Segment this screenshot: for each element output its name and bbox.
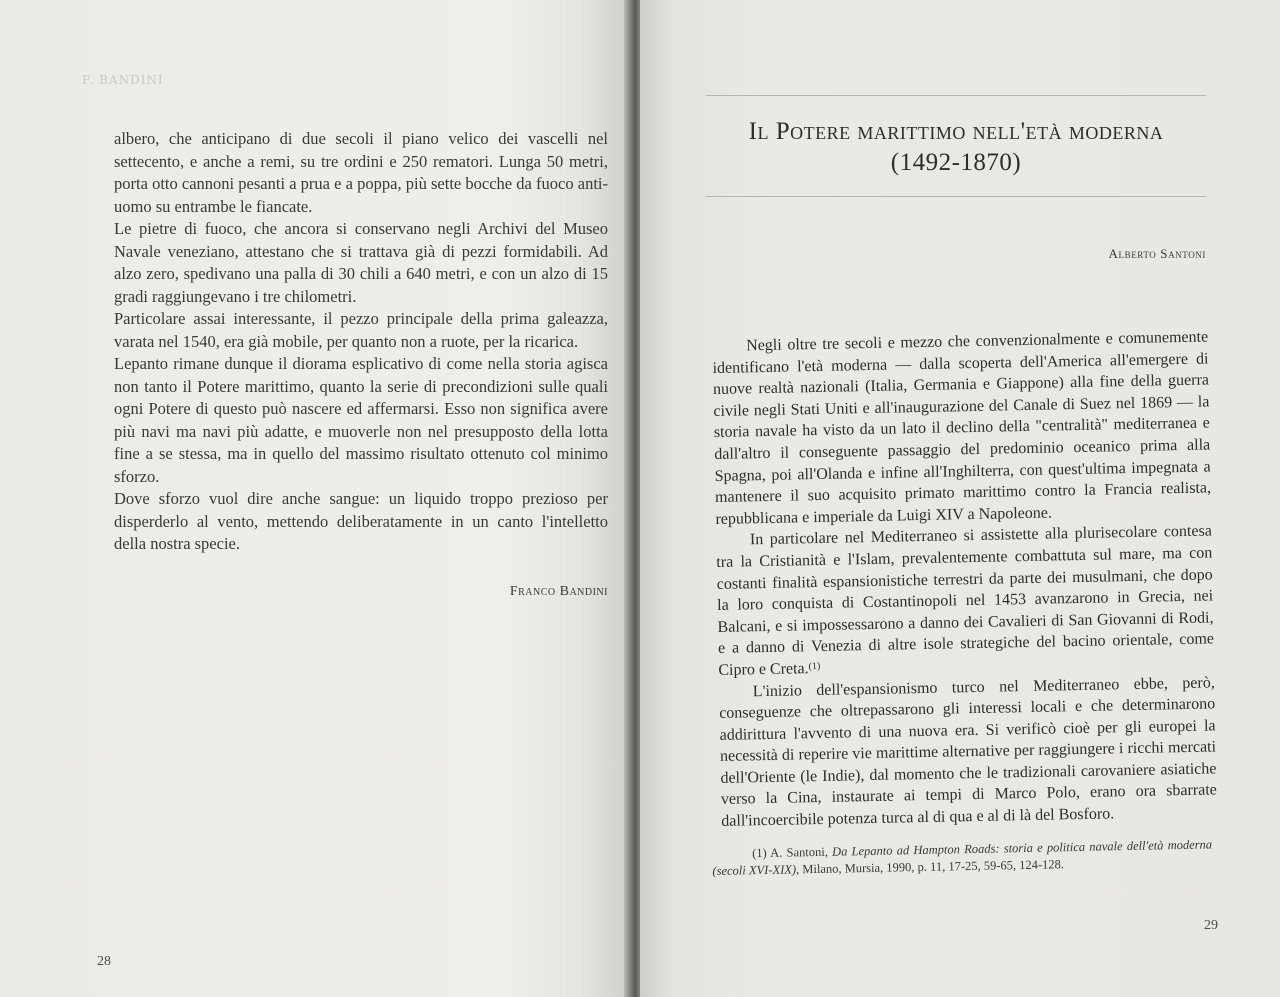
right-paragraph: In particolare nel Mediterraneo si assistette alla plurisecolare contesa tra la Cristianità e l'Islam, prevalentemente combattuta sul mare, ma con costanti finalità espansionistiche terrestri da parte dei musulmani, che dopo la loro conquista di Costantinopoli nel 1453 avanzarono in Grecia, nei Balcani, e si impossessarono a danno dei Cavalieri di San Giovanni di Rodi, e a danno di Venezia di altre isole strategiche del bacino orientale, come Cipro e Creta.$^{(1)}$ <box>716 522 1215 679</box>
left-page-number: 28 <box>97 954 111 969</box>
footnote: (1) A. Santoni, Da Lepanto ad Hampton Roads: storia e politica navale dell'età moderna (secoli XVI-XIX), Milano, Mursia, 1990, p. 11, 17-25, 59-65, 124-128. <box>712 837 1213 878</box>
left-paragraph: Le pietre di fuoco, che ancora si conservano negli Archivi del Museo Navale veneziano, attestano che si trattava già di pezzi formidabili. Ad alzo zero, spedivano una palla di 30 chili a 640 metri, e con un alzo di 15 gradi raggiungevano i tre chilometri. <box>114 219 608 306</box>
running-header: F. BANDINI <box>82 73 164 87</box>
left-body-text <box>114 128 608 556</box>
title-rule-bottom <box>706 196 1206 197</box>
chapter-title <box>706 116 1206 178</box>
footnote-title: Da Lepanto ad Hampton Roads: storia e politica navale dell'età moderna (secoli XVI-XIX) <box>712 837 1213 878</box>
left-signature: Franco Bandini <box>509 584 608 599</box>
right-paragraph: Negli oltre tre secoli e mezzo che convenzionalmente e comunemente identificano l'età moderna — dalla scoperta dell'America all'emergere di nuove realtà nazionali (Italia, Germania e Giappone) alla fine della guerra civile negli Stati Uniti e all'inaugurazione del Canale di Suez nel 1869 — la storia navale ha visto da un lato il declino della "centralità" mediterranea e dall'altro il conseguente passaggio del predominio oceanico prima alla Spagna, poi all'Olanda e infine all'Inghilterra, con quest'ultima impegnata a mantenere il suo acquisito primato marittimo contro la Francia realista, repubblicana e imperiale da Luigi XIV a Napoleone. <box>712 328 1212 528</box>
left-paragraph: albero, che anticipano di due secoli il piano velico dei vascelli nel settecento, e anche a remi, su tre ordini e 250 rematori. Lunga 50 metri, porta otto cannoni pesanti a prua e a poppa, più sette bocche da fuoco anti-uomo su entrambe le fiancate. <box>114 129 608 216</box>
left-paragraph: Lepanto rimane dunque il diorama esplicativo di come nella storia agisca non tanto il Potere marittimo, quanto la serie di precondizioni sulle quali ogni Potere di questo può nascere ed affermarsi. Esso non significa avere più navi ma navi più adatte, e muoverle non nel presupposto della lotta fine a se stessa, ma in quello del massimo risultato ottenuto col minimo sforzo. <box>114 354 608 486</box>
right-body-text <box>712 326 1217 832</box>
chapter-title-dates: (1492-1870) <box>890 149 1022 176</box>
left-page <box>0 0 630 997</box>
left-paragraph: Dove sforzo vuol dire anche sangue: un liquido troppo prezioso per disperderlo al vento, mettendo deliberatamente in un canto l'intelletto della nostra specie. <box>114 489 608 553</box>
chapter-title-line: Il Potere marittimo nell'età moderna <box>748 118 1164 145</box>
title-rule-top <box>706 95 1206 96</box>
right-page-number: 29 <box>1204 918 1218 933</box>
left-paragraph: Particolare assai interessante, il pezzo principale della prima galeazza, varata nel 1540, era già mobile, per quanto non a ruote, per la ricarica. <box>114 309 608 351</box>
chapter-author: Alberto Santoni <box>1108 246 1206 261</box>
right-paragraph: L'inizio dell'espansionismo turco nel Mediterraneo ebbe, però, conseguenze che oltrepassarono gli interessi locali e che determinarono addirittura l'avvento di una nuova era. Si verificò cioè per gli europei la necessità di reperire vie marittime alternative per raggiungere i ricchi mercati dell'Oriente (le Indie), dal momento che le tradizionali carovaniere asiatiche verso la Cina, instaurate ai tempi di Marco Polo, erano ora sbarrate dall'incoercibile potenza turca al di qua e al di là del Bosforo. <box>719 673 1217 830</box>
footnote-marker: (1) <box>808 660 821 673</box>
